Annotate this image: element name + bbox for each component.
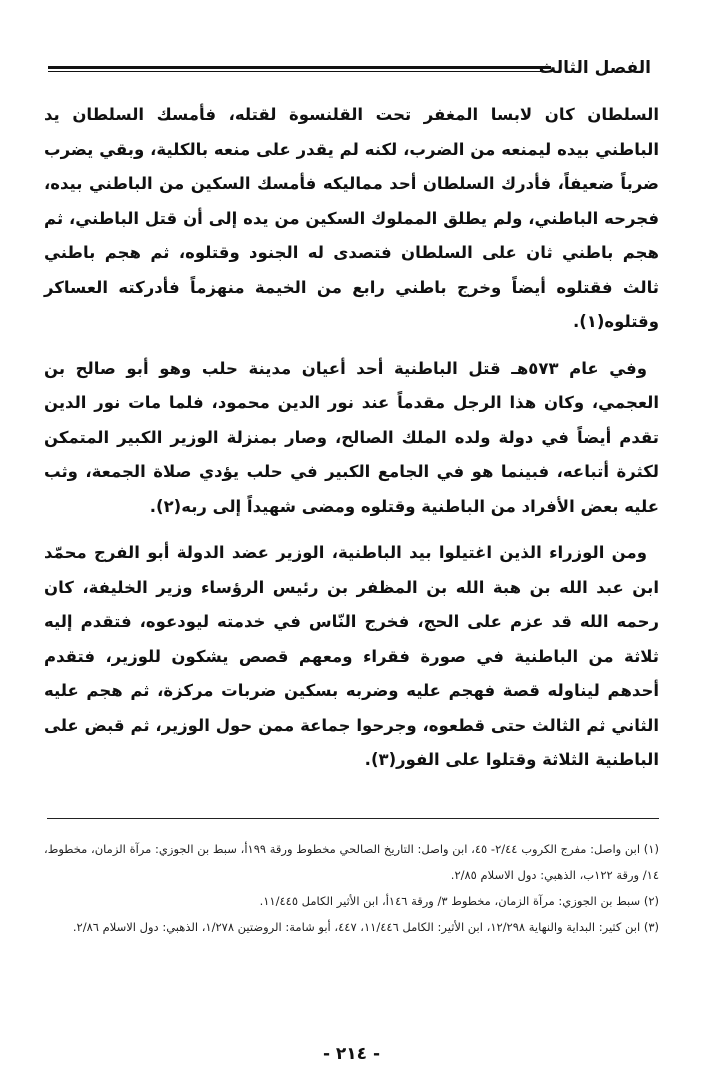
- chapter-title: الفصل الثالث: [538, 58, 651, 78]
- footnote-separator: [47, 818, 659, 819]
- header-double-rule: [48, 66, 551, 72]
- footnotes: [44, 836, 659, 940]
- footnote: (٢) سبط بن الجوزي: مرآة الزمان، مخطوط ٣/ ورقة ١٤٦أ، ابن الأثير الكامل ١١/٤٤٥.: [259, 894, 659, 908]
- footnote: (٣) ابن كثير: البداية والنهاية ١٢/٢٩٨، ابن الأثير: الكامل ١١/٤٤٦، ٤٤٧، أبو شامة: الروضتين ١/٢٧٨، الذهبي: دول الاسلام ٢/٨٦.: [72, 920, 659, 934]
- paragraph: وفي عام ٥٧٣هـ قتل الباطنية أحد أعيان مدينة حلب وهو أبو صالح بن العجمي، وكان هذا الرجل مقدماً عند نور الدين محمود، فلما مات نور الدين تقدم أيضاً في دولة ولده الملك الصالح، وصار بمنزلة الوزير الكبير المتمكن لكثرة أتباعه، فبينما هو في الجامع الكبير في حلب يؤدي صلاة الجمعة، وثب عليه بعض الأفراد من الباطنية وقتلوه ومضى شهيداً إلى ربه(٢).: [44, 358, 659, 516]
- paragraph: السلطان كان لابسا المغفر تحت القلنسوة لقتله، فأمسك السلطان يد الباطني بيده ليمنعه من الضرب، لكنه لم يقدر على منعه بالكلية، وبقي يضرب ضرباً ضعيفاً، فأدرك السلطان أحد مماليكه فأمسك السكين من الباطني بيده، فجرحه الباطني، ولم يطلق المملوك السكين من يده إلى أن قتل الباطني، ثم هجم باطني ثان على السلطان فتصدى له الجنود وقتلوه، ثم هجم باطني ثالث فقتلوه أيضاً وخرج باطني رابع من الخيمة منهزماً فأدركته العساكر وقتلوه(١).: [44, 105, 659, 331]
- footnote: (١) ابن واصل: مفرج الكروب ٢/٤٤- ٤٥، ابن واصل: التاريخ الصالحي مخطوط ورقة ١٩٩أ، سبط بن الجوزي: مرآة الزمان، مخطوط، ١٤/ ورقة ١٢٢ب، الذهبي: دول الاسلام ٢/٨٥.: [44, 842, 659, 882]
- page-number: - ٢١٤ -: [322, 1044, 381, 1064]
- running-header: [48, 58, 651, 88]
- paragraph: ومن الوزراء الذين اغتيلوا بيد الباطنية، الوزير عضد الدولة أبو الفرج محمّد ابن عبد الله بن هبة الله بن المظفر بن رئيس الرؤساء وزير الخليفة، كان رحمه الله قد عزم على الحج، فخرج النّاس في خدمته ليودعوه، فتقدم إليه ثلاثة من الباطنية في صورة فقراء ومعهم قصص يشكون للوزير، فتقدم أحدهم ليناوله قصة فهجم عليه وضربه بسكين ضربات مركزة، ثم هجم عليه الثاني ثم الثالث حتى قطعوه، وجرحوا جماعة ممن حول الوزير، ثم قبض على الباطنية الثلاثة وقتلوا على الفور(٣).: [44, 543, 659, 769]
- main-text: [44, 98, 659, 790]
